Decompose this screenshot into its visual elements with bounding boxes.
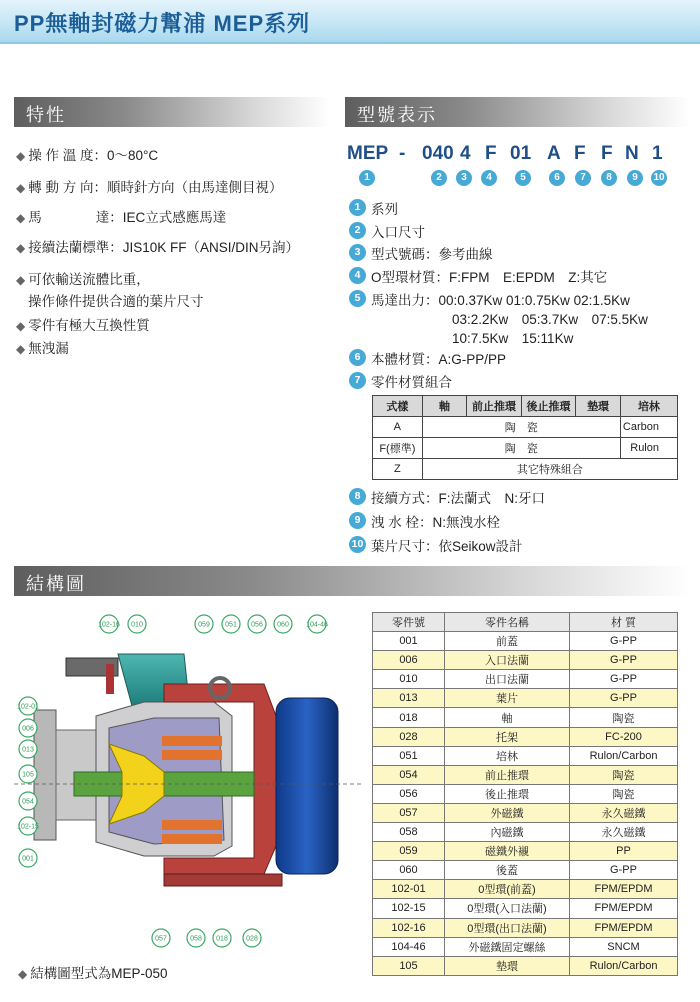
code-part: 01 xyxy=(510,143,532,164)
code-part: A xyxy=(547,143,561,164)
code-number-badge: 8 xyxy=(601,170,617,186)
title-banner xyxy=(0,0,700,44)
page-title: PP無軸封磁力幫浦 MEP系列 xyxy=(14,11,311,36)
part-number: 054 xyxy=(373,765,445,784)
part-material: PP xyxy=(570,842,678,861)
feature-label: 接續法蘭標準： xyxy=(28,240,123,255)
diamond-icon: ◆ xyxy=(16,211,26,225)
part-material: Rulon/Carbon xyxy=(570,746,678,765)
spec-text: 本體材質：A:G-PP/PP xyxy=(371,352,507,367)
part-number: 060 xyxy=(373,861,445,880)
callout-label: 028 xyxy=(246,935,258,943)
feature-label: 轉 動 方 向： xyxy=(28,180,107,195)
parts-header-cell: 零件號 xyxy=(373,613,445,632)
spec-text: 型式號碼：參考曲線 xyxy=(371,247,493,262)
spec-text: 系列 xyxy=(371,202,398,217)
part-material: G-PP xyxy=(570,689,678,708)
feature-value: JIS10K FF（ANSI/DIN另詢） xyxy=(122,240,300,255)
materials-last: Carbon xyxy=(620,417,677,438)
part-name: 軸 xyxy=(445,708,570,727)
spec-text: 葉片尺寸：依Seikow設計 xyxy=(371,539,523,554)
part-number: 102-15 xyxy=(373,899,445,918)
materials-type: Z xyxy=(373,459,423,480)
part-number: 102-16 xyxy=(373,918,445,937)
parts-row xyxy=(373,632,678,651)
base-art xyxy=(164,874,282,886)
structure-note-text: 結構圖型式為MEP-050 xyxy=(30,966,168,981)
parts-row xyxy=(373,689,678,708)
parts-row xyxy=(373,670,678,689)
materials-header-cell: 後止推環 xyxy=(521,396,575,417)
parts-table xyxy=(372,612,678,976)
part-material: 陶瓷 xyxy=(570,708,678,727)
section-model-label: 型號表示 xyxy=(357,105,437,125)
parts-row xyxy=(373,803,678,822)
spec-text: O型環材質：F:FPM E:EPDM Z:其它 xyxy=(371,270,608,285)
feature-item xyxy=(16,268,150,288)
materials-header-cell: 墊環 xyxy=(576,396,621,417)
materials-header-cell: 培林 xyxy=(620,396,677,417)
code-part: F xyxy=(485,143,497,164)
part-number: 006 xyxy=(373,651,445,670)
section-model-header xyxy=(345,97,690,127)
part-name: 後蓋 xyxy=(445,861,570,880)
code-number-badge: 6 xyxy=(549,170,565,186)
part-name: 葉片 xyxy=(445,689,570,708)
part-name: 墊環 xyxy=(445,956,570,975)
spec-number-badge: 3 xyxy=(349,244,366,261)
materials-row xyxy=(373,438,678,459)
code-number-badge: 9 xyxy=(627,170,643,186)
parts-row xyxy=(373,880,678,899)
part-material: 永久磁鐵 xyxy=(570,803,678,822)
spec-text: 接續方式：F:法蘭式 N:牙口 xyxy=(371,491,545,506)
feature-label: 操作條件提供合適的葉片尺寸 xyxy=(28,294,204,309)
callout-label: 102-16 xyxy=(98,621,120,629)
callout-label: 060 xyxy=(277,621,289,629)
section-features-header xyxy=(14,97,330,127)
callout-label: 006 xyxy=(22,725,34,733)
materials-row xyxy=(373,459,678,480)
materials-row xyxy=(373,417,678,438)
feature-label: 可依輸送流體比重， xyxy=(28,272,150,287)
part-material: G-PP xyxy=(570,861,678,880)
part-number: 059 xyxy=(373,842,445,861)
section-structure-label: 結構圖 xyxy=(26,574,86,594)
section-features-label: 特性 xyxy=(26,105,66,125)
callout-label: 010 xyxy=(131,621,143,629)
diamond-icon: ◆ xyxy=(16,319,26,333)
part-material: FPM/EPDM xyxy=(570,880,678,899)
callout-label: 056 xyxy=(251,621,263,629)
parts-row xyxy=(373,937,678,956)
feature-item xyxy=(28,290,204,310)
materials-type: F(標準) xyxy=(373,438,423,459)
feature-value: 順時針方向（由馬達側目視） xyxy=(107,180,283,195)
part-material: G-PP xyxy=(570,632,678,651)
part-number: 010 xyxy=(373,670,445,689)
feature-value: IEC立式感應馬達 xyxy=(122,210,227,225)
part-name: 內磁鐵 xyxy=(445,823,570,842)
spec-number-badge: 10 xyxy=(349,536,366,553)
callout-label: 001 xyxy=(22,855,34,863)
callout-label: 054 xyxy=(22,798,34,806)
part-material: SNCM xyxy=(570,937,678,956)
part-name: 外磁鐵 xyxy=(445,803,570,822)
materials-header-cell: 軸 xyxy=(422,396,467,417)
parts-row xyxy=(373,956,678,975)
part-number: 051 xyxy=(373,746,445,765)
parts-row xyxy=(373,899,678,918)
code-number-badge: 2 xyxy=(431,170,447,186)
parts-row xyxy=(373,823,678,842)
callout-label: 102-01 xyxy=(17,703,39,711)
feature-item xyxy=(16,144,158,164)
feature-label: 操 作 溫 度： xyxy=(28,148,107,163)
motor-art xyxy=(276,698,338,874)
code-part: MEP xyxy=(347,143,389,164)
spec-number-badge: 1 xyxy=(349,199,366,216)
feature-label: 零件有極大互換性質 xyxy=(28,318,150,333)
feature-label: 馬 達： xyxy=(28,210,123,225)
part-name: 後止推環 xyxy=(445,784,570,803)
spec-text: 10:7.5Kw 15:11Kw xyxy=(452,331,574,346)
spec-text: 03:2.2Kw 05:3.7Kw 07:5.5Kw xyxy=(452,312,648,327)
spec-number-badge: 4 xyxy=(349,267,366,284)
feature-item xyxy=(16,236,299,256)
part-number: 001 xyxy=(373,632,445,651)
materials-middle: 陶 瓷 xyxy=(422,438,620,459)
part-material: G-PP xyxy=(570,670,678,689)
part-name: 0型環(出口法蘭) xyxy=(445,918,570,937)
code-part: - xyxy=(399,143,406,164)
materials-middle: 陶 瓷 xyxy=(422,417,620,438)
materials-header-row xyxy=(373,396,678,417)
part-name: 培林 xyxy=(445,746,570,765)
callout-label: 051 xyxy=(225,621,237,629)
materials-table xyxy=(372,395,678,480)
materials-type: A xyxy=(373,417,423,438)
callout-label: 013 xyxy=(22,746,34,754)
part-name: 入口法蘭 xyxy=(445,651,570,670)
section-structure-header xyxy=(14,566,690,596)
callout-label: 102-15 xyxy=(17,823,39,831)
code-part: 4 xyxy=(460,143,471,164)
code-part: F xyxy=(574,143,586,164)
part-name: 0型環(前蓋) xyxy=(445,880,570,899)
code-number-badge: 7 xyxy=(575,170,591,186)
code-number-badge: 5 xyxy=(515,170,531,186)
part-material: 永久磁鐵 xyxy=(570,823,678,842)
parts-row xyxy=(373,708,678,727)
materials-last: Rulon xyxy=(620,438,677,459)
code-number-badge: 10 xyxy=(651,170,667,186)
spec-number-badge: 8 xyxy=(349,488,366,505)
spec-number-badge: 5 xyxy=(349,290,366,307)
pump-structure-diagram xyxy=(14,606,364,956)
feature-value: 0～80°C xyxy=(107,148,159,163)
part-material: G-PP xyxy=(570,651,678,670)
spec-number-badge: 2 xyxy=(349,222,366,239)
feature-item xyxy=(16,176,283,196)
code-number-badge: 4 xyxy=(481,170,497,186)
structure-note xyxy=(18,962,168,982)
parts-row xyxy=(373,842,678,861)
pump-cross-section xyxy=(14,606,364,956)
diamond-icon: ◆ xyxy=(18,967,28,981)
callout-label: 057 xyxy=(155,935,167,943)
part-name: 出口法蘭 xyxy=(445,670,570,689)
spec-text: 洩 水 栓：N:無洩水栓 xyxy=(371,515,501,530)
part-name: 外磁鐵固定螺絲 xyxy=(445,937,570,956)
spec-text: 零件材質組合 xyxy=(371,375,452,390)
callout-label: 104-46 xyxy=(306,621,328,629)
materials-header-cell: 式樣 xyxy=(373,396,423,417)
feature-item xyxy=(16,206,226,226)
part-number: 028 xyxy=(373,727,445,746)
parts-row xyxy=(373,784,678,803)
diamond-icon: ◆ xyxy=(16,149,26,163)
spec-text: 馬達出力：00:0.37Kw 01:0.75Kw 02:1.5Kw xyxy=(371,293,630,308)
parts-header-row xyxy=(373,613,678,632)
part-name: 磁鐵外襯 xyxy=(445,842,570,861)
part-name: 前止推環 xyxy=(445,765,570,784)
part-material: FC-200 xyxy=(570,727,678,746)
feature-item xyxy=(16,337,69,357)
code-part: 1 xyxy=(652,143,663,164)
code-part: F xyxy=(601,143,613,164)
code-part: 040 xyxy=(422,143,454,164)
spec-number-badge: 9 xyxy=(349,512,366,529)
code-part: N xyxy=(625,143,639,164)
spec-text: 入口尺寸 xyxy=(371,225,425,240)
materials-middle: 其它特殊組合 xyxy=(422,459,677,480)
part-material: Rulon/Carbon xyxy=(570,956,678,975)
diamond-icon: ◆ xyxy=(16,241,26,255)
feature-item xyxy=(16,314,150,334)
part-material: FPM/EPDM xyxy=(570,918,678,937)
part-number: 104-46 xyxy=(373,937,445,956)
part-material: 陶瓷 xyxy=(570,784,678,803)
part-number: 013 xyxy=(373,689,445,708)
diamond-icon: ◆ xyxy=(16,273,26,287)
callout-label: 059 xyxy=(198,621,210,629)
part-name: 0型環(入口法蘭) xyxy=(445,899,570,918)
part-number: 018 xyxy=(373,708,445,727)
callout-label: 018 xyxy=(216,935,228,943)
part-name: 托架 xyxy=(445,727,570,746)
callout-label: 105 xyxy=(22,771,34,779)
part-number: 105 xyxy=(373,956,445,975)
part-material: 陶瓷 xyxy=(570,765,678,784)
spec-number-badge: 7 xyxy=(349,372,366,389)
part-number: 102-01 xyxy=(373,880,445,899)
parts-header-cell: 材 質 xyxy=(570,613,678,632)
part-number: 058 xyxy=(373,823,445,842)
parts-row xyxy=(373,651,678,670)
diamond-icon: ◆ xyxy=(16,342,26,356)
feature-label: 無洩漏 xyxy=(28,341,69,356)
materials-header-cell: 前止推環 xyxy=(467,396,521,417)
part-name: 前蓋 xyxy=(445,632,570,651)
diamond-icon: ◆ xyxy=(16,181,26,195)
callout-label: 058 xyxy=(190,935,202,943)
code-number-badge: 3 xyxy=(456,170,472,186)
part-number: 056 xyxy=(373,784,445,803)
parts-row xyxy=(373,861,678,880)
parts-header-cell: 零件名稱 xyxy=(445,613,570,632)
parts-row xyxy=(373,918,678,937)
parts-row xyxy=(373,746,678,765)
part-material: FPM/EPDM xyxy=(570,899,678,918)
spec-number-badge: 6 xyxy=(349,349,366,366)
parts-row xyxy=(373,765,678,784)
part-number: 057 xyxy=(373,803,445,822)
parts-row xyxy=(373,727,678,746)
code-number-badge: 1 xyxy=(359,170,375,186)
